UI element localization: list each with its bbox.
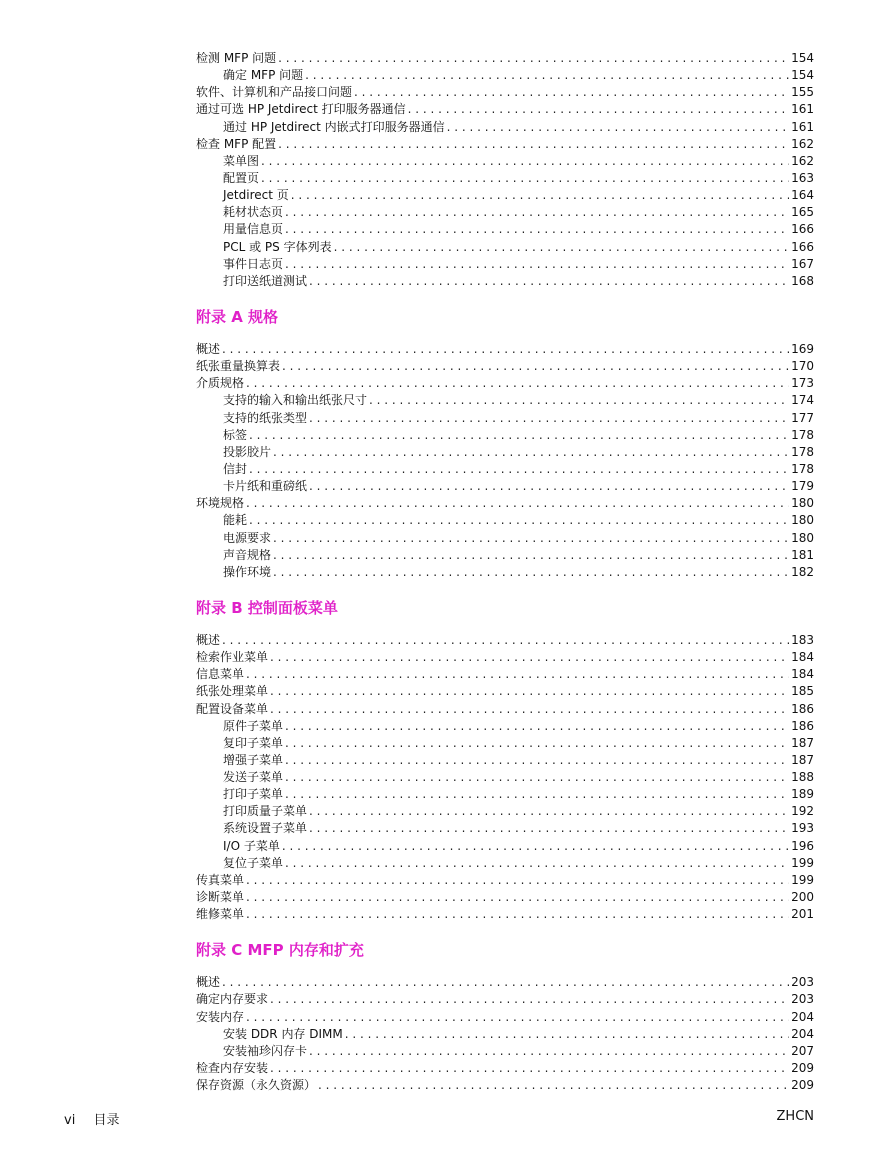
toc-entry[interactable] (196, 752, 814, 769)
toc-entry[interactable] (196, 444, 814, 461)
toc-entry-title: 检查 MFP 配置 (196, 136, 277, 151)
dot-leader (285, 204, 789, 221)
toc-entry-title: 维修菜单 (196, 907, 245, 922)
toc-entry-page: 209 (791, 1061, 814, 1076)
toc-entry[interactable] (196, 530, 814, 547)
toc-entry[interactable] (196, 153, 814, 170)
dot-leader (309, 803, 789, 820)
dot-leader (345, 1026, 789, 1043)
toc-entry[interactable] (196, 1077, 814, 1094)
toc-entry-title: 增强子菜单 (223, 752, 284, 767)
toc-entry-title: 概述 (196, 975, 221, 990)
toc-entry-title: 通过可选 HP Jetdirect 打印服务器通信 (196, 102, 406, 117)
dot-leader (285, 221, 789, 238)
toc-entry-title: 信息菜单 (196, 667, 245, 682)
dot-leader (261, 170, 789, 187)
toc-entry[interactable] (196, 375, 814, 392)
dot-leader (285, 718, 789, 735)
toc-entry-title: 保存资源（永久资源） (196, 1078, 317, 1093)
dot-leader (282, 838, 789, 855)
toc-entry[interactable] (196, 119, 814, 136)
toc-entry[interactable] (196, 991, 814, 1008)
toc-entry-title: 能耗 (223, 513, 248, 528)
dot-leader (273, 564, 789, 581)
toc-entry[interactable] (196, 273, 814, 290)
toc-entry-title: 环境规格 (196, 496, 245, 511)
toc-entry-title: 操作环境 (223, 564, 272, 579)
toc-entry-page: 199 (791, 855, 814, 870)
toc-entry-title: 支持的输入和输出纸张尺寸 (223, 393, 368, 408)
dot-leader (261, 153, 789, 170)
toc-entry-page: 178 (791, 444, 814, 459)
toc-entry[interactable] (196, 1060, 814, 1077)
toc-entry-page: 182 (791, 564, 814, 579)
appendix-heading: 附录 B 控制面板菜单 (196, 598, 338, 617)
toc-entry-page: 170 (791, 359, 814, 374)
toc-entry-page: 174 (791, 393, 814, 408)
toc-entry-page: 184 (791, 650, 814, 665)
toc-entry-title: 概述 (196, 341, 221, 356)
toc-entry-title: 配置页 (223, 170, 260, 185)
toc-entry[interactable] (196, 547, 814, 564)
toc-entry[interactable] (196, 187, 814, 204)
toc-entry[interactable] (196, 101, 814, 118)
toc-entry-page: 162 (791, 153, 814, 168)
section-spacer (196, 923, 814, 933)
toc-entry[interactable] (196, 666, 814, 683)
toc-entry-page: 166 (791, 239, 814, 254)
toc-section (196, 307, 814, 591)
toc-entry-title: 配置设备菜单 (196, 701, 269, 716)
dot-leader (246, 375, 789, 392)
dot-leader (285, 735, 789, 752)
dot-leader (369, 392, 789, 409)
toc-entry-title: 标签 (223, 427, 248, 442)
dot-leader (278, 50, 789, 67)
toc-entry-title: 菜单图 (223, 153, 260, 168)
toc-entry-page: 199 (791, 872, 814, 887)
dot-leader (273, 444, 789, 461)
toc-entry[interactable] (196, 889, 814, 906)
toc-entry-page: 154 (791, 68, 814, 83)
toc-entry[interactable] (196, 50, 814, 67)
toc-section (196, 50, 814, 300)
toc-entry-page: 180 (791, 496, 814, 511)
toc-entry[interactable] (196, 683, 814, 700)
toc-entry-page: 155 (791, 85, 814, 100)
toc-entry-page: 163 (791, 170, 814, 185)
table-of-contents (196, 50, 814, 1094)
dot-leader (309, 1043, 789, 1060)
toc-entry-page: 204 (791, 1009, 814, 1024)
toc-entry-page: 207 (791, 1043, 814, 1058)
dot-leader (249, 512, 789, 529)
toc-section (196, 598, 814, 933)
toc-entry[interactable] (196, 786, 814, 803)
dot-leader (246, 666, 789, 683)
toc-entry[interactable] (196, 632, 814, 649)
toc-entry-title: 纸张处理菜单 (196, 684, 269, 699)
toc-entry-page: 196 (791, 838, 814, 853)
toc-entry[interactable] (196, 974, 814, 991)
dot-leader (309, 478, 789, 495)
toc-entry[interactable] (196, 256, 814, 273)
dot-leader (309, 820, 789, 837)
dot-leader (305, 67, 789, 84)
dot-leader (270, 683, 789, 700)
toc-entry-title: 打印子菜单 (223, 787, 284, 802)
toc-entry-page: 162 (791, 136, 814, 151)
toc-entry-title: 电源要求 (223, 530, 272, 545)
dot-leader (285, 769, 789, 786)
toc-entry-title: Jetdirect 页 (223, 188, 289, 203)
dot-leader (408, 101, 789, 118)
toc-entry[interactable] (196, 564, 814, 581)
toc-entry-title: 检查内存安装 (196, 1061, 269, 1076)
dot-leader (285, 256, 789, 273)
footer-left (64, 1109, 133, 1128)
toc-entry-title: PCL 或 PS 字体列表 (223, 239, 332, 254)
toc-entry[interactable] (196, 392, 814, 409)
toc-entry-title: 概述 (196, 632, 221, 647)
toc-entry-title: 软件、计算机和产品接口问题 (196, 85, 353, 100)
footer-section-title: 目录 (93, 1113, 120, 1128)
toc-entry[interactable] (196, 820, 814, 837)
dot-leader (278, 136, 789, 153)
dot-leader (285, 786, 789, 803)
dot-leader (270, 991, 789, 1008)
toc-entry-title: 安装内存 (196, 1009, 245, 1024)
toc-entry-page: 161 (791, 102, 814, 117)
toc-entry-page: 180 (791, 530, 814, 545)
dot-leader (249, 427, 789, 444)
toc-entry-page: 188 (791, 770, 814, 785)
toc-entry[interactable] (196, 358, 814, 375)
toc-entry-page: 154 (791, 51, 814, 65)
dot-leader (222, 974, 789, 991)
toc-entry-page: 209 (791, 1078, 814, 1093)
appendix-heading: 附录 C MFP 内存和扩充 (196, 941, 364, 960)
toc-entry[interactable] (196, 427, 814, 444)
toc-entry[interactable] (196, 769, 814, 786)
dot-leader (273, 530, 789, 547)
toc-entry-page: 184 (791, 667, 814, 682)
toc-entry-title: 通过 HP Jetdirect 内嵌式打印服务器通信 (223, 119, 445, 134)
dot-leader (285, 752, 789, 769)
toc-entry-page: 187 (791, 735, 814, 750)
toc-entry[interactable] (196, 495, 814, 512)
toc-entry-page: 179 (791, 479, 814, 494)
toc-entry[interactable] (196, 478, 814, 495)
toc-entry-page: 204 (791, 1026, 814, 1041)
appendix-heading: 附录 A 规格 (196, 307, 279, 326)
dot-leader (249, 461, 789, 478)
toc-entry-page: 181 (791, 547, 814, 562)
toc-entry-title: 信封 (223, 461, 248, 476)
toc-entry-title: 确定内存要求 (196, 992, 269, 1007)
toc-entry-page: 189 (791, 787, 814, 802)
toc-entry[interactable] (196, 239, 814, 256)
toc-entry-page: 183 (791, 632, 814, 647)
toc-entry-title: 复位子菜单 (223, 855, 284, 870)
toc-entry[interactable] (196, 803, 814, 820)
toc-entry-title: I/O 子菜单 (223, 838, 280, 853)
toc-entry-title: 检索作业菜单 (196, 650, 269, 665)
toc-entry-title: 介质规格 (196, 376, 245, 391)
toc-entry[interactable] (196, 838, 814, 855)
toc-entry[interactable] (196, 906, 814, 923)
dot-leader (318, 1077, 789, 1094)
dot-leader (222, 341, 789, 358)
toc-entry-page: 165 (791, 205, 814, 220)
toc-entry[interactable] (196, 84, 814, 101)
toc-entry[interactable] (196, 855, 814, 872)
dot-leader (270, 701, 789, 718)
toc-entry-title: 事件日志页 (223, 256, 284, 271)
toc-entry-page: 192 (791, 804, 814, 819)
dot-leader (270, 649, 789, 666)
toc-entry-page: 178 (791, 461, 814, 476)
toc-entry-title: 诊断菜单 (196, 890, 245, 905)
toc-entry[interactable] (196, 872, 814, 889)
toc-entry[interactable] (196, 718, 814, 735)
toc-entry[interactable] (196, 1009, 814, 1026)
dot-leader (354, 84, 789, 101)
toc-entry-page: 166 (791, 222, 814, 237)
toc-entry[interactable] (196, 221, 814, 238)
toc-entry-title: 耗材状态页 (223, 205, 284, 220)
toc-entry-page: 186 (791, 718, 814, 733)
dot-leader (309, 273, 789, 290)
dot-leader (334, 239, 789, 256)
dot-leader (246, 889, 789, 906)
toc-entry[interactable] (196, 735, 814, 752)
toc-entry-title: 打印送纸道测试 (223, 273, 308, 288)
toc-entry-title: 用量信息页 (223, 222, 284, 237)
dot-leader (282, 358, 789, 375)
toc-entry-title: 安装袖珍闪存卡 (223, 1043, 308, 1058)
toc-entry[interactable] (196, 67, 814, 84)
toc-entry-page: 161 (791, 119, 814, 134)
dot-leader (447, 119, 789, 136)
section-spacer (196, 581, 814, 591)
toc-entry[interactable] (196, 512, 814, 529)
toc-entry-title: 原件子菜单 (223, 718, 284, 733)
toc-entry-title: 发送子菜单 (223, 770, 284, 785)
toc-entry-page: 185 (791, 684, 814, 699)
toc-entry-title: 检测 MFP 问题 (196, 51, 277, 65)
toc-entry[interactable] (196, 136, 814, 153)
toc-entry-title: 打印质量子菜单 (223, 804, 308, 819)
toc-entry[interactable] (196, 410, 814, 427)
dot-leader (285, 855, 789, 872)
toc-entry-page: 201 (791, 907, 814, 922)
dot-leader (291, 187, 789, 204)
toc-entry-page: 200 (791, 890, 814, 905)
toc-entry-title: 纸张重量换算表 (196, 359, 281, 374)
dot-leader (246, 872, 789, 889)
dot-leader (309, 410, 789, 427)
toc-entry[interactable] (196, 204, 814, 221)
dot-leader (273, 547, 789, 564)
toc-entry-page: 186 (791, 701, 814, 716)
toc-entry[interactable] (196, 1026, 814, 1043)
toc-entry-page: 167 (791, 256, 814, 271)
toc-entry-title: 支持的纸张类型 (223, 410, 308, 425)
toc-entry-title: 安装 DDR 内存 DIMM (223, 1026, 343, 1041)
toc-entry-title: 系统设置子菜单 (223, 821, 308, 836)
toc-entry-page: 187 (791, 752, 814, 767)
toc-entry[interactable] (196, 1043, 814, 1060)
dot-leader (222, 632, 789, 649)
toc-entry-title: 投影胶片 (223, 444, 272, 459)
toc-section (196, 940, 814, 1094)
toc-entry[interactable] (196, 341, 814, 358)
toc-entry-page: 203 (791, 975, 814, 990)
dot-leader (246, 1009, 789, 1026)
toc-entry-page: 193 (791, 821, 814, 836)
toc-entry-page: 177 (791, 410, 814, 425)
section-spacer (196, 290, 814, 300)
footer-page-number: vi (64, 1113, 76, 1128)
toc-entry-page: 164 (791, 188, 814, 203)
dot-leader (270, 1060, 789, 1077)
dot-leader (246, 495, 789, 512)
toc-entry-page: 169 (791, 341, 814, 356)
footer-locale: ZHCN (776, 1109, 814, 1124)
toc-entry-page: 180 (791, 513, 814, 528)
toc-entry[interactable] (196, 649, 814, 666)
toc-entry[interactable] (196, 461, 814, 478)
toc-entry-page: 178 (791, 427, 814, 442)
dot-leader (246, 906, 789, 923)
toc-entry-page: 203 (791, 992, 814, 1007)
toc-entry-title: 传真菜单 (196, 872, 245, 887)
toc-entry-title: 卡片纸和重磅纸 (223, 479, 308, 494)
toc-entry-title: 声音规格 (223, 547, 272, 562)
toc-entry-title: 确定 MFP 问题 (223, 68, 304, 83)
toc-entry-page: 173 (791, 376, 814, 391)
toc-entry[interactable] (196, 170, 814, 187)
toc-entry[interactable] (196, 701, 814, 718)
toc-entry-page: 168 (791, 273, 814, 288)
toc-entry-title: 复印子菜单 (223, 735, 284, 750)
